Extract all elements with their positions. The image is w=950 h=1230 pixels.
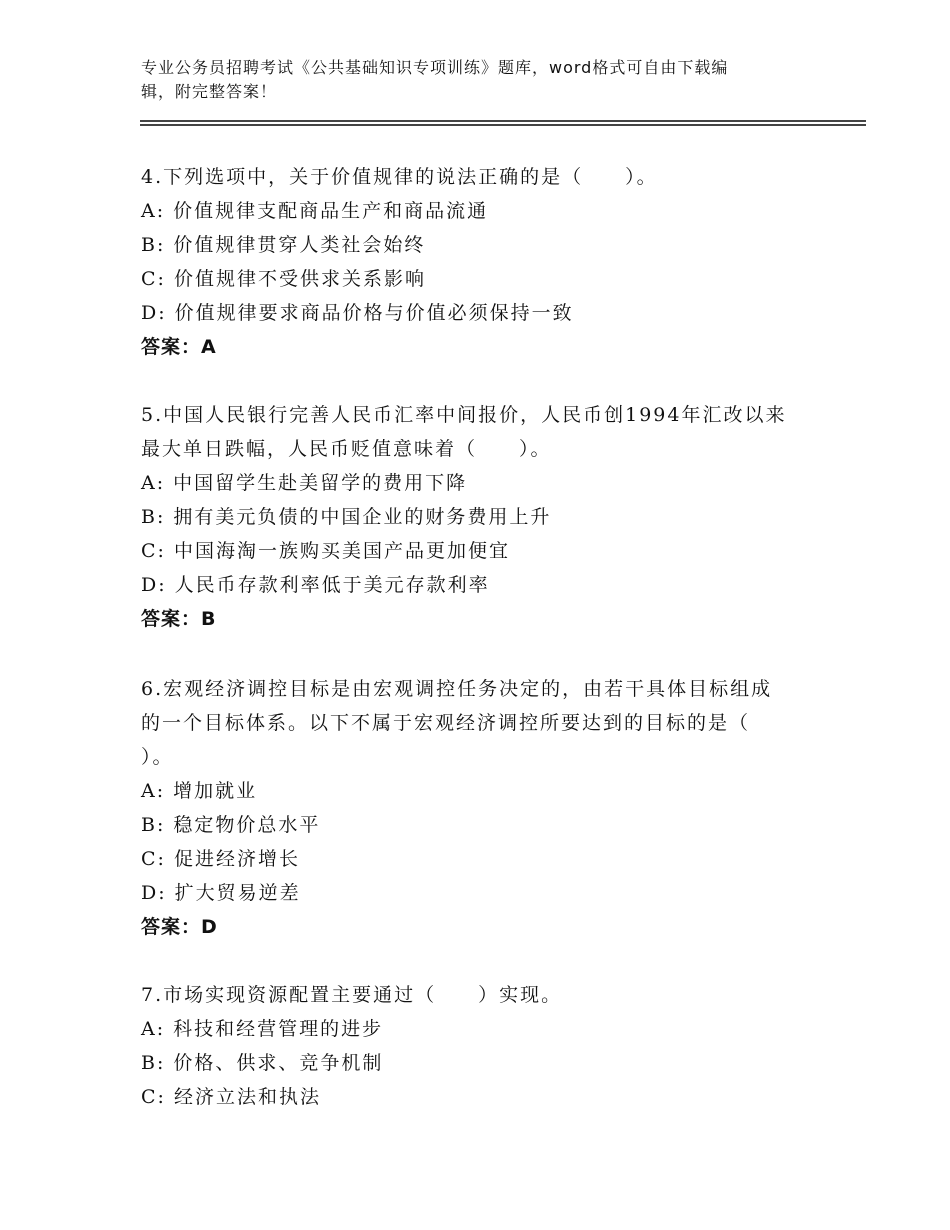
header-line-2: 辑，附完整答案！ [141,82,278,101]
option-b: B: 稳定物价总水平 [141,814,321,836]
option-c: C: 促进经济增长 [141,848,300,870]
option-b: B: 价值规律贯穿人类社会始终 [141,234,426,256]
option-a: A: 中国留学生赴美留学的费用下降 [141,472,468,494]
option-b: B: 拥有美元负债的中国企业的财务费用上升 [141,506,552,528]
option-a: A: 科技和经营管理的进步 [141,1018,384,1040]
question-4 [141,160,811,364]
document-header [141,56,801,104]
option-a: A: 价值规律支配商品生产和商品流通 [141,200,489,222]
question-stem-line-2: 的一个目标体系。以下不属于宏观经济调控所要达到的目标的是（ [141,712,751,734]
option-c: C: 中国海淘一族购买美国产品更加便宜 [141,540,510,562]
option-a: A: 增加就业 [141,780,258,802]
header-divider-top [140,120,866,122]
option-d: D: 扩大贸易逆差 [141,882,301,904]
question-6 [141,672,811,944]
option-d: D: 人民币存款利率低于美元存款利率 [141,574,490,596]
question-5 [141,398,811,636]
option-c: C: 经济立法和执法 [141,1086,321,1108]
header-divider-bottom [140,124,866,126]
question-stem-line-3: ）。 [141,746,174,768]
option-c: C: 价值规律不受供求关系影响 [141,268,426,290]
question-7 [141,978,811,1114]
option-d: D: 价值规律要求商品价格与价值必须保持一致 [141,302,574,324]
question-stem: 7.市场实现资源配置主要通过（ ）实现。 [141,984,563,1006]
answer: 答案：A [141,336,217,358]
header-line-1: 专业公务员招聘考试《公共基础知识专项训练》题库，word格式可自由下载编 [141,58,729,77]
question-stem-line-2: 最大单日跌幅，人民币贬值意味着（ ）。 [141,438,552,460]
question-stem: 4.下列选项中，关于价值规律的说法正确的是（ ）。 [141,166,658,188]
answer: 答案：D [141,916,218,938]
question-stem-line-1: 6.宏观经济调控目标是由宏观调控任务决定的，由若干具体目标组成 [141,678,773,700]
question-stem-line-1: 5.中国人民银行完善人民币汇率中间报价，人民币创1994年汇改以来 [141,404,787,426]
option-b: B: 价格、供求、竞争机制 [141,1052,384,1074]
answer: 答案：B [141,608,217,630]
